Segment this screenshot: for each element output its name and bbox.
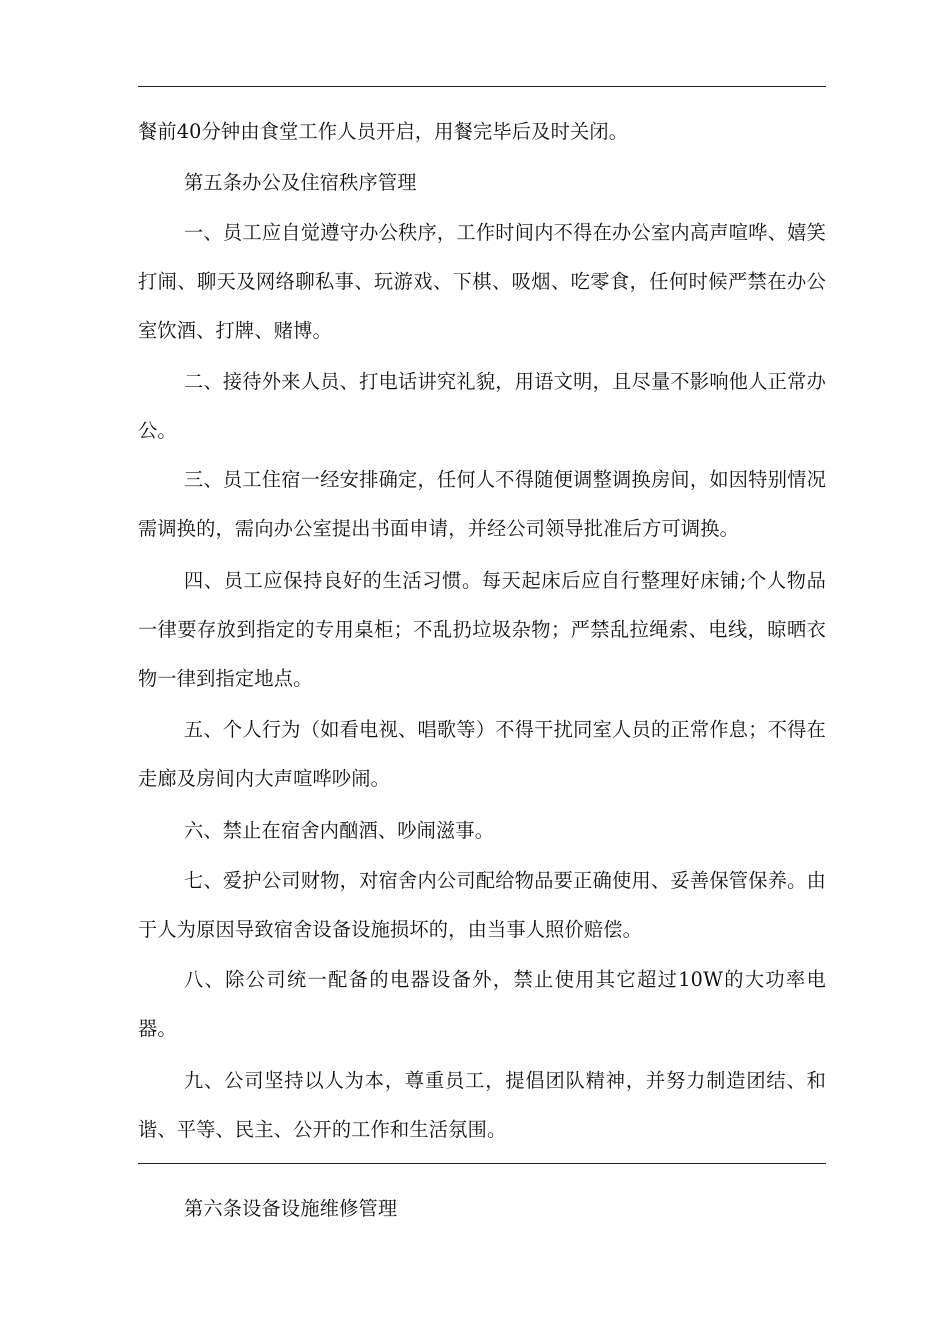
section-heading-6: 第六条设备设施维修管理 (184, 1197, 398, 1220)
paragraph-item-4: 四、员工应保持良好的生活习惯。每天起床后应自行整理好床铺;个人物品一律要存放到指定的专用桌柜；不乱扔垃圾杂物；严禁乱拉绳索、电线，晾晒衣物一律到指定地点。 (138, 569, 826, 690)
paragraph-item-6: 六、禁止在宿舍内酗酒、吵闹滋事。 (184, 819, 495, 842)
paragraph-item-1: 一、员工应自觉遵守办公秩序，工作时间内不得在办公室内高声喧哗、嬉笑打闹、聊天及网络聊私事、玩游戏、下棋、吸烟、吃零食，任何时候严禁在办公室饮酒、打牌、赌博。 (138, 221, 826, 342)
paragraph-item-3: 三、员工住宿一经安排确定，任何人不得随便调整调换房间，如因特别情况需调换的，需向办公室提出书面申请，并经公司领导批准后方可调换。 (138, 468, 826, 540)
paragraph-item-9: 九、公司坚持以人为本，尊重员工，提倡团队精神，并努力制造团结、和谐、平等、民主、公开的工作和生活氛围。 (138, 1069, 826, 1141)
paragraph-item-8: 八、除公司统一配备的电器设备外，禁止使用其它超过10W的大功率电器。 (138, 968, 826, 1040)
top-rule (138, 86, 826, 87)
paragraph-continuation: 餐前40分钟由食堂工作人员开启，用餐完毕后及时关闭。 (138, 120, 629, 143)
section-heading-5: 第五条办公及住宿秩序管理 (184, 171, 417, 194)
paragraph-item-7: 七、爱护公司财物，对宿舍内公司配给物品要正确使用、妥善保管保养。由于人为原因导致宿舍设备设施损坏的，由当事人照价赔偿。 (138, 869, 826, 941)
bottom-rule (138, 1163, 826, 1164)
paragraph-item-2: 二、接待外来人员、打电话讲究礼貌，用语文明，且尽量不影响他人正常办公。 (138, 370, 826, 442)
paragraph-item-5: 五、个人行为（如看电视、唱歌等）不得干扰同室人员的正常作息；不得在走廊及房间内大声喧哗吵闹。 (138, 718, 826, 790)
